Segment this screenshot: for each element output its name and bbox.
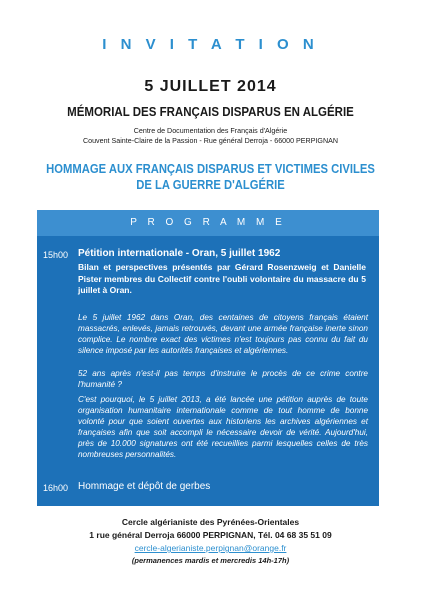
programme-paragraph: 52 ans après n'est-il pas temps d'instruire le procès de ce crime contre l'humanité ? <box>78 369 368 389</box>
footer-organisation: Cercle algérianiste des Pyrénées-Orientales <box>121 517 300 527</box>
hommage-heading-line2: DE LA GUERRE D'ALGÉRIE <box>136 178 285 192</box>
centre-address: Couvent Sainte-Claire de la Passion - Rue général Derroja - 66000 PERPIGNAN <box>82 136 339 145</box>
memorial-name: MÉMORIAL DES FRANÇAIS DISPARUS EN ALGÉRIE <box>67 105 354 119</box>
footer-hours: (permanences mardis et mercredis 14h-17h) <box>131 556 290 565</box>
event-date: 5 JUILLET 2014 <box>144 78 277 95</box>
footer-email[interactable] <box>0 543 421 553</box>
centre-name: Centre de Documentation des Français d'Algérie <box>133 126 288 135</box>
email-link[interactable]: cercle-algerianiste.perpignan@orange.fr <box>134 543 287 553</box>
programme-item-time: 15h00 <box>43 250 69 260</box>
programme-paragraph: C'est pourquoi, le 5 juillet 2013, a été lancée une pétition auprès de toute organisation humanitaire internationale comme de tout homme de bonne volonté pour que soient ouvertes aux historiens les archives algériennes et françaises afin que soit accompli le nécessaire devoir de vérité. Aujourd'hui, près de 10.000 signatures ont été recueillies parmi lesquelles celles de très nombreuses personnalités. <box>78 395 368 459</box>
programme-item-title: Pétition internationale - Oran, 5 juillet 1962 <box>78 248 281 259</box>
programme-item-time: 16h00 <box>43 483 69 493</box>
invitation-title: I N V I T A T I O N <box>102 36 319 53</box>
footer-address: 1 rue général Derroja 66000 PERPIGNAN, Tél. 04 68 35 51 09 <box>89 530 332 540</box>
programme-paragraph: Le 5 juillet 1962 dans Oran, des centaines de citoyens français étaient massacrés, enlevés, jamais retrouvés, devant une armée française inerte sinon complice. Le nombre exact des victimes n'est toujours pas connu du fait du silence imposé par les autorités françaises et algériennes. <box>78 313 368 355</box>
programme-item-title: Hommage et dépôt de gerbes <box>78 481 211 492</box>
programme-item-description: Bilan et perspectives présentés par Gérard Rosenzweig et Danielle Pister membres du Collectif contre l'oubli volontaire du massacre du 5 juillet à Oran. <box>78 262 366 295</box>
programme-heading: P R O G R A M M E <box>37 210 379 236</box>
hommage-heading-line1: HOMMAGE AUX FRANÇAIS DISPARUS ET VICTIMES CIVILES <box>46 162 375 176</box>
